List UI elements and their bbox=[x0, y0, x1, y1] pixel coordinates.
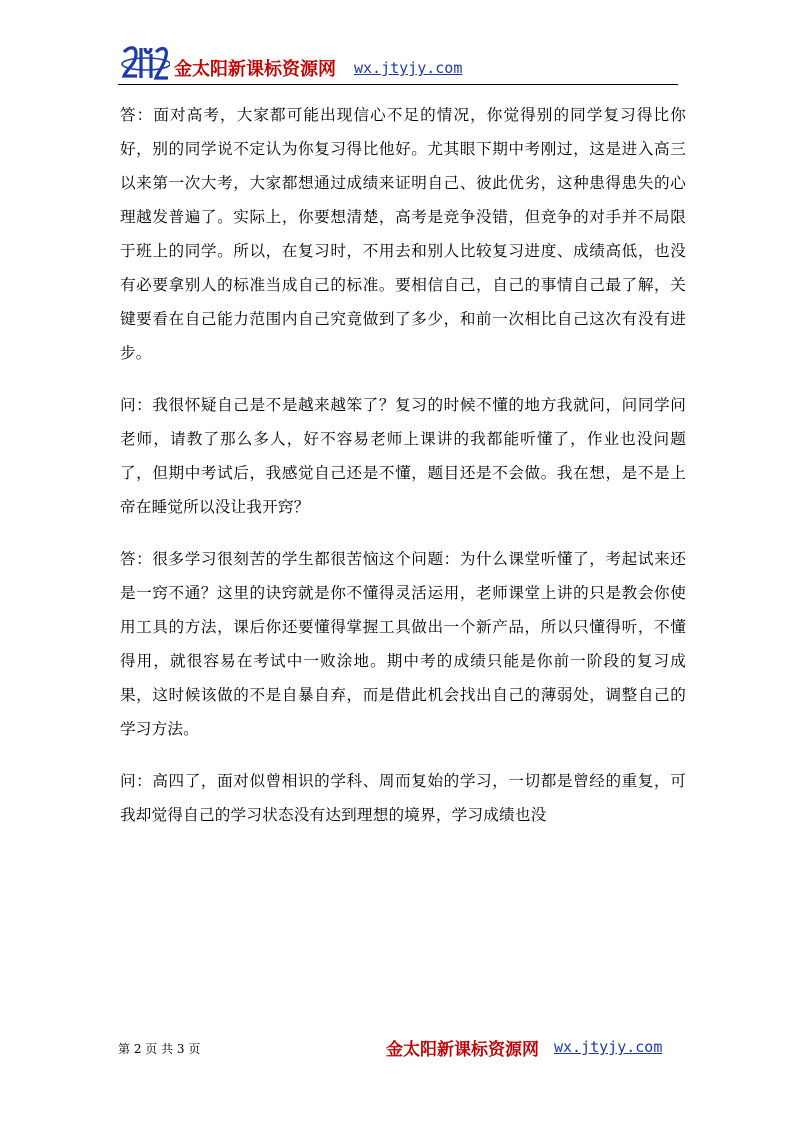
paragraph-question-2: 问：高四了，面对似曾相识的学科、周而复始的学习，一切都是曾经的重复，可我却觉得自己的学习状态没有达到理想的境界，学习成绩也没 bbox=[120, 772, 686, 824]
paragraph-question-1: 问：我很怀疑自己是不是越来越笨了？复习的时候不懂的地方我就问，问同学问老师，请教了那么多人，好不容易老师上课讲的我都能听懂了，作业也没问题了，但期中考试后，我感觉自己还是不懂，题目还是不会做。我在想，是不是上帝在睡觉所以没让我开窍？ bbox=[120, 396, 686, 516]
paragraph-answer-1: 答：面对高考，大家都可能出现信心不足的情况，你觉得别的同学复习得比你好，别的同学说不定认为你复习得比他好。尤其眼下期中考刚过，这是进入高三以来第一次大考，大家都想通过成绩来证明自己、彼此优劣，这种患得患失的心理越发普遍了。实际上，你要想清楚，高考是竞争没错，但竞争的对手并不局限于班上的同学。所以，在复习时，不用去和别人比较复习进度、成绩高低，也没有必要拿别人的标准当成自己的标准。要相信自己，自己的事情自己最了解，关键要看在自己能力范围内自己究竟做到了多少，和前一次相比自己这次有没有进步。 bbox=[120, 106, 686, 362]
jty-logo-icon bbox=[120, 40, 170, 84]
page-header bbox=[118, 38, 678, 84]
footer-site-link[interactable]: wx.jtyjy.com bbox=[554, 1038, 663, 1056]
header-divider bbox=[118, 84, 678, 85]
footer-brand-name: 金太阳新课标资源网 bbox=[386, 1040, 539, 1060]
site-link[interactable]: wx.jtyjy.com bbox=[354, 59, 463, 77]
paragraph-answer-2: 答：很多学习很刻苦的学生都很苦恼这个问题：为什么课堂听懂了，考起试来还是一窍不通？这里的诀窍就是你不懂得灵活运用，老师课堂上讲的只是教会你使用工具的方法，课后你还要懂得掌握工具做出一个新产品，所以只懂得听，不懂得用，就很容易在考试中一败涂地。期中考的成绩只能是你前一阶段的复习成果，这时候该做的不是自暴自弃，而是借此机会找出自己的薄弱处，调整自己的学习方法。 bbox=[120, 550, 686, 738]
page-footer bbox=[118, 1034, 678, 1064]
brand-name: 金太阳新课标资源网 bbox=[174, 59, 336, 80]
page-number: 第 2 页 共 3 页 bbox=[118, 1042, 201, 1056]
document-body bbox=[120, 98, 686, 850]
